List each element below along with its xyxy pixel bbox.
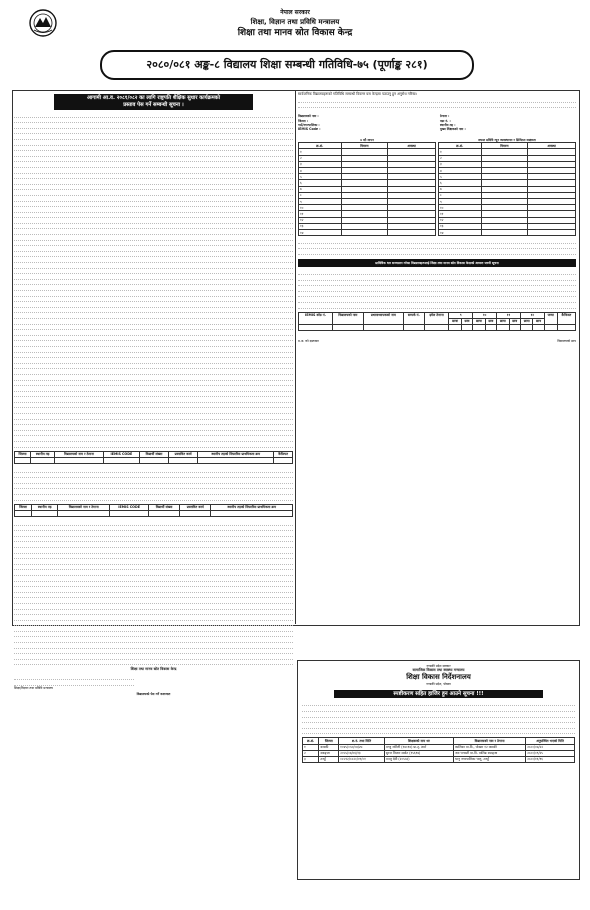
field-school-name: विद्यालयको नाम :: [298, 114, 319, 119]
t2-col-iemis: IEMIS CODE: [110, 504, 149, 510]
table-row: ३: [439, 161, 576, 167]
masthead-gov: नेपाल सरकार: [280, 9, 310, 16]
proposal-table-2: [14, 504, 293, 517]
at-col-sheet: श.नं. तथा मिति: [339, 738, 385, 744]
st-sub-boys-9: छात्र: [461, 318, 472, 324]
table-row: १३: [439, 223, 576, 229]
grid-right-table: [438, 142, 576, 236]
notice-banner-line2: प्रस्ताव पेस गर्ने सम्बन्धी सूचना ।: [123, 102, 184, 108]
grid-left-heading: ४ वटै मापन: [360, 137, 374, 142]
field-head-teacher: मुख्य शिक्षकको नाम :: [440, 127, 466, 132]
cell: १०४५/०५०/०४/२७: [339, 744, 385, 750]
table-row: १३: [299, 223, 436, 229]
table-row: ४: [299, 168, 436, 174]
table-row: ७: [439, 186, 576, 192]
t2-col-school: विद्यालयको नाम र ठेगाना: [58, 504, 110, 510]
directorate-gov: गण्डकी प्रदेश सरकार: [426, 664, 451, 668]
st-col-12: १२: [520, 312, 544, 318]
table-row: ९: [299, 199, 436, 205]
grid-notes: [298, 238, 576, 255]
t1-col-remarks: कैफियत: [274, 451, 293, 457]
notice-body-1: [14, 112, 293, 448]
table-row: ३: [299, 161, 436, 167]
cell: भानु नगरपालिका भानु, तनहुँ: [454, 756, 526, 762]
directorate-notice: [297, 660, 580, 880]
directorate-office: शिक्षा विकास निर्देशनालय: [406, 673, 471, 682]
issue-title-pill: २०८०/०८१ अङ्क-८ विद्यालय शिक्षा सम्बन्धी गतिविधि-७५ (पूर्णाङ्क २८१): [100, 50, 474, 80]
st-sub-boys-11: छात्र: [509, 318, 520, 324]
grid-col-status-2: अवस्था: [528, 143, 576, 149]
cell: सुरज मिजार सर्वात (१५६९७): [384, 750, 453, 756]
st-col-iemis: IEMIS कोड नं.: [299, 312, 333, 324]
t1-col-iemis: IEMIS CODE: [103, 451, 139, 457]
signature-label: शिक्षा/विज्ञान तथा प्रविधि मन्त्रालय: [14, 685, 53, 690]
field-ward: वडा नं. :: [440, 118, 451, 123]
cell: स्याङ्जा: [319, 750, 339, 756]
masthead-center: शिक्षा तथा मानव स्रोत विकास केन्द्र: [237, 28, 353, 38]
notice-closing: शिक्षा तथा मानव स्रोत विकास केन्द्र: [130, 667, 177, 672]
masthead-ministry: शिक्षा, विज्ञान तथा प्रविधि मन्त्रालय: [250, 18, 340, 26]
st-col-contact: सम्पर्क नं.: [403, 312, 424, 324]
explanation-notice-body: [302, 701, 575, 735]
st-col-email: इमेल ठेगाना: [424, 312, 449, 324]
t1-col-school: विद्यालयको नाम र ठेगाना: [55, 451, 103, 457]
cell: २०८०/०७/२२: [526, 744, 575, 750]
t1-col-priority: स्थानीय तहको सिफारिस प्राथमिकता क्रम: [198, 451, 274, 457]
at-col-sn: क्र.सं.: [303, 738, 319, 744]
absent-teacher-table: [302, 737, 575, 763]
table-row: १०: [439, 205, 576, 211]
cell: २०८०/११/१६: [526, 756, 575, 762]
t1-col-work: प्रस्तावित कार्य: [168, 451, 197, 457]
directorate-ministry: सामाजिक विकास तथा स्वास्थ्य मन्त्रालय: [412, 668, 465, 673]
notice2-body: [298, 269, 576, 308]
t1-col-district: जिल्ला: [15, 451, 31, 457]
table-row: ११: [299, 211, 436, 217]
table-row: [15, 510, 293, 516]
table-row: ५: [299, 174, 436, 180]
table-row: ९: [439, 199, 576, 205]
cell: कास्की: [319, 744, 339, 750]
st-sub-boys-12: छात्र: [533, 318, 544, 324]
table-row: ६: [299, 180, 436, 186]
table-row: ४: [439, 168, 576, 174]
notice-banner: [54, 94, 253, 110]
cell: ३: [303, 756, 319, 762]
table-row: २: [439, 155, 576, 161]
nepal-emblem-icon: [26, 8, 60, 38]
directorate-header: [298, 664, 579, 687]
field-address: ठेगाना :: [440, 114, 450, 119]
grid-right-heading: सफल प्रविधि न्यून व्यवस्थापन र डिजिटल साक्षरता: [478, 137, 536, 142]
st-sub-boys-10: छात्र: [485, 318, 496, 324]
table-row: १४: [439, 230, 576, 236]
at-col-district: जिल्ला: [319, 738, 339, 744]
activity-grid-left: [298, 138, 436, 236]
head-teacher-signature: प्र.अ. को दस्तखत: [298, 339, 319, 344]
school-info-form: [298, 114, 576, 132]
activity-grid: [298, 138, 576, 236]
st-col-remarks: कैफियत: [557, 312, 575, 324]
grid-col-status: अवस्था: [388, 143, 436, 149]
masthead: [12, 8, 578, 90]
cell: २०५५/०७/०६/१३: [339, 750, 385, 756]
field-municipality: गाउँ/नगरपालिका :: [298, 123, 320, 127]
right-column: [298, 92, 576, 622]
cell: ०८५९२/०८२०/०९/०१: [339, 756, 385, 762]
cell: तनहुँ: [319, 756, 339, 762]
table-row: [303, 756, 575, 762]
explanation-notice-title: स्पष्टीकरण सहित हाजिर हुन आउने सूचना !!!: [334, 690, 543, 698]
st-col-9: ९: [449, 312, 473, 318]
table-row: [299, 325, 576, 331]
notice-banner-line1: आगामी आ.व. २०८१/०८२ का लागि राष्ट्रपति शैक्षिक सुधार कार्यक्रमको: [86, 95, 221, 101]
st-col-head: प्रधानाध्यापकको नाम: [363, 312, 403, 324]
student-count-table: [298, 312, 576, 332]
t2-col-students: विद्यार्थी संख्या: [149, 504, 180, 510]
table-row: ८: [439, 192, 576, 198]
right-intro: सार्वजनिक विद्यालयहरूको गतिविधि सम्बन्धी विवरण यस केन्द्रमा पठाउनु हुन अनुरोध गरिन्छ।: [298, 92, 418, 96]
cell: मन्जु जमिनी (१७०१४) प्रा.तृ. शर्मा: [384, 744, 453, 750]
cell: २: [303, 750, 319, 756]
notice-body-2: [14, 467, 293, 501]
proposal-table-1: [14, 451, 293, 464]
st-sub-girls-10: छात्रा: [473, 318, 486, 324]
t2-col-priority: स्थानीय तहको सिफारिस प्राथमिकता क्रम: [211, 504, 293, 510]
notice-body-3: [14, 520, 293, 665]
table-row: [15, 457, 293, 463]
grid-col-desc: विवरण: [341, 143, 388, 149]
table-row: १४: [299, 230, 436, 236]
table-row: ११: [439, 211, 576, 217]
st-col-10: १०: [473, 312, 497, 318]
cell: २०८०/०९/२५: [526, 750, 575, 756]
left-footer: विद्यालयको पेस गर्ने कागजात: [136, 692, 171, 697]
t2-col-local: स्थानीय तह: [32, 504, 58, 510]
left-column: [14, 92, 293, 697]
table-row: १२: [299, 217, 436, 223]
t1-col-local: स्थानीय तह: [31, 451, 55, 457]
grid-col-desc-2: विवरण: [481, 143, 528, 149]
signature-lines: [14, 674, 134, 685]
grid-col-sn: क्र.सं.: [299, 143, 342, 149]
signature-row: [298, 339, 576, 343]
cell: १: [303, 744, 319, 750]
st-sub-girls-11: छात्रा: [497, 318, 510, 324]
notice2-title: प्राविधिक धार सञ्चालन गरेका विद्यालयहरूलाई शिक्षा तथा मानव स्रोत विकास केन्द्रको अत्यन्त जरुरी सूचना: [298, 259, 576, 267]
table-row: १०: [299, 205, 436, 211]
table-row: १: [299, 149, 436, 155]
at-col-teacher: शिक्षकको नाम थर: [384, 738, 453, 744]
cell: मञ्जु देवी (२०५५६): [384, 756, 453, 762]
st-col-11: ११: [497, 312, 521, 318]
at-col-school: विद्यालयको नाम र ठेगाना: [454, 738, 526, 744]
column-divider: [295, 90, 296, 624]
t2-col-district: जिल्ला: [15, 504, 32, 510]
school-stamp: विद्यालयको छाप: [557, 339, 576, 344]
field-local-level: स्थानीय तह :: [440, 123, 456, 127]
t2-col-work: प्रस्तावित कार्य: [180, 504, 211, 510]
cell: जय भगवती मा.वि. वालिङ स्याङ्जा: [454, 750, 526, 756]
grid-col-sn-2: क्र.सं.: [439, 143, 482, 149]
st-sub-girls-12: छात्रा: [520, 318, 533, 324]
t1-col-students: विद्यार्थी संख्या: [140, 451, 169, 457]
table-row: १: [439, 149, 576, 155]
grid-left-table: [298, 142, 436, 236]
table-row: ५: [439, 174, 576, 180]
activity-grid-right: [438, 138, 576, 236]
table-row: ६: [439, 180, 576, 186]
directorate-address: गण्डकी प्रदेश, पोखरा: [426, 682, 451, 687]
table-row: ७: [299, 186, 436, 192]
cell: कालिका मा.वि., पोखरा १२ कास्की: [454, 744, 526, 750]
table-row: १२: [439, 217, 576, 223]
table-row: ८: [299, 192, 436, 198]
absent-teacher-table-wrap: [302, 737, 575, 763]
table-row: २: [299, 155, 436, 161]
at-col-date: अनुपस्थित भएको मिति: [526, 738, 575, 744]
field-district: जिल्ला :: [298, 118, 308, 123]
st-col-school: विद्यालयको नाम: [332, 312, 363, 324]
right-intro-lines: [298, 97, 576, 108]
field-iemis: IEMIS Code :: [298, 127, 321, 132]
st-col-total: जम्मा: [544, 312, 557, 324]
st-sub-girls-9: छात्रा: [449, 318, 462, 324]
